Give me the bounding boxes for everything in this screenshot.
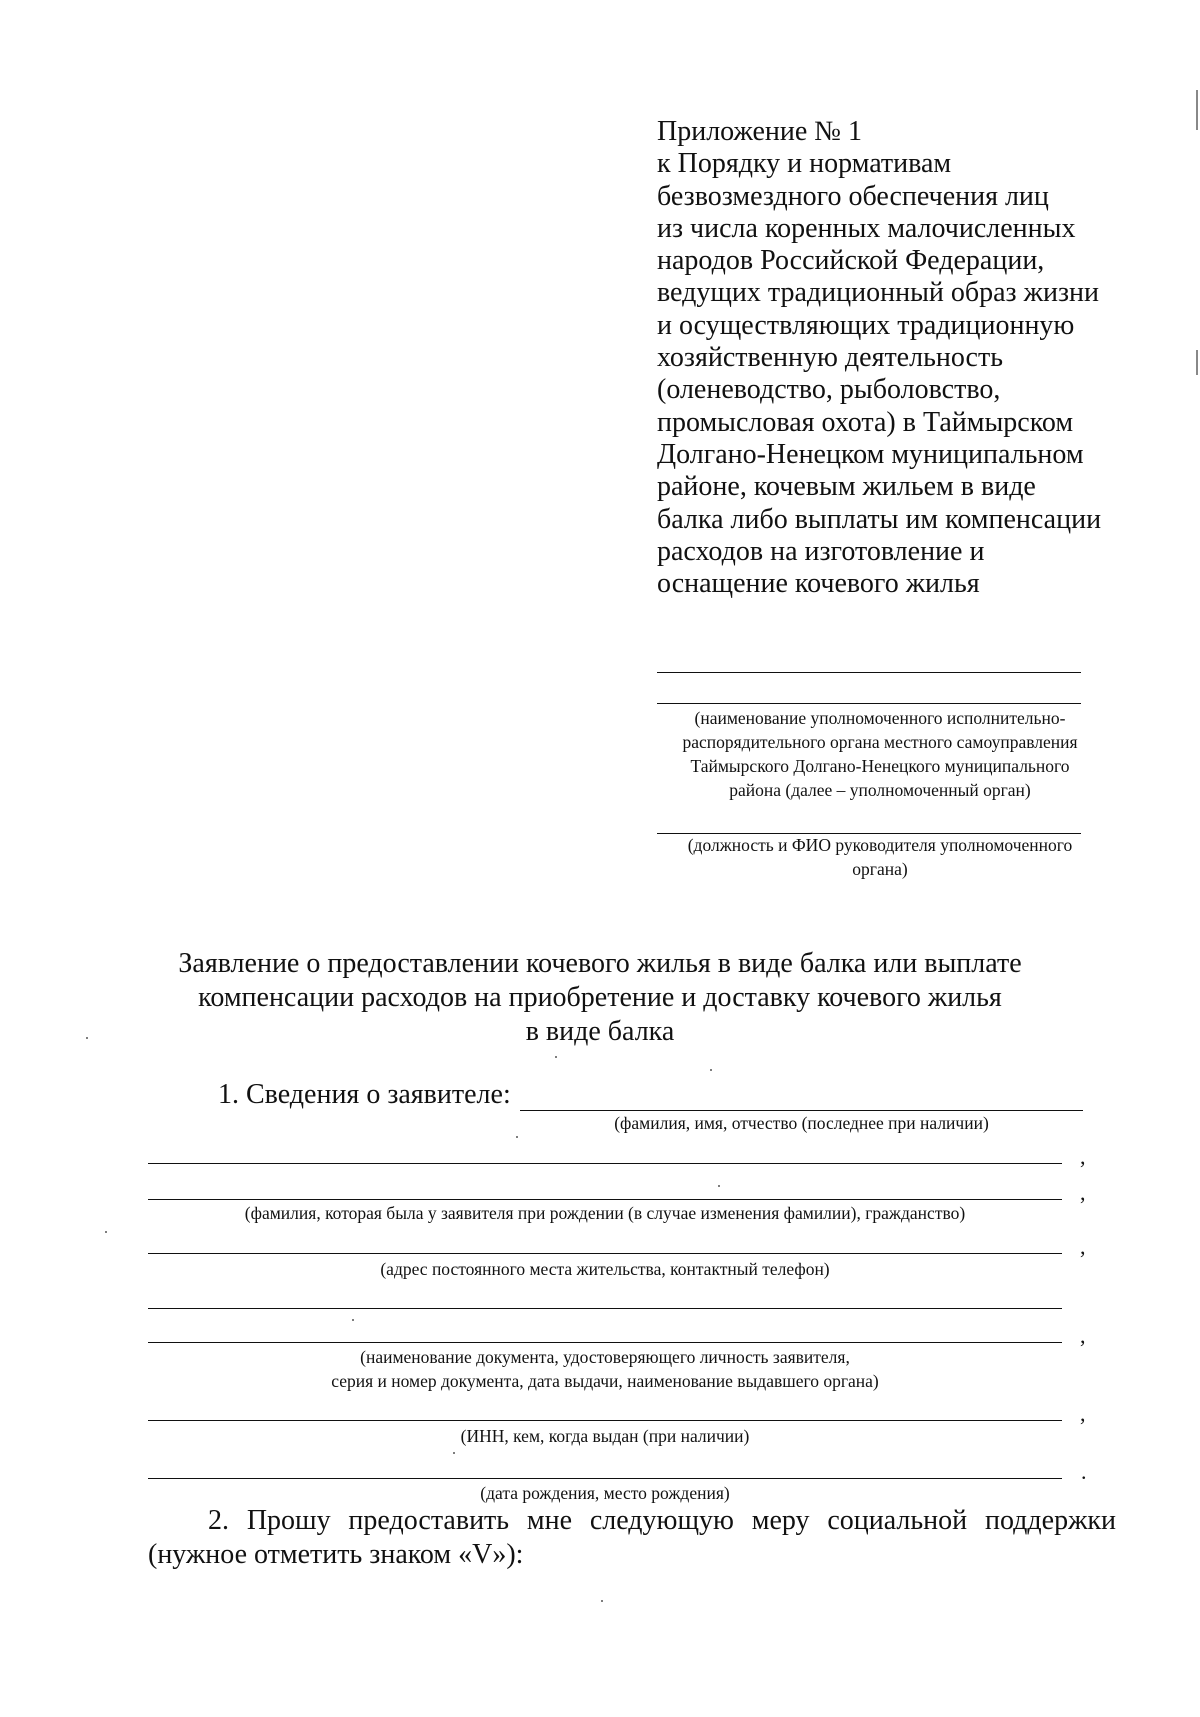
address-caption: (адрес постоянного места жительства, контактный телефон) — [380, 1259, 830, 1279]
scan-speck — [601, 1600, 603, 1602]
inn-caption: (ИНН, кем, когда выдан (при наличии) — [460, 1426, 750, 1446]
line-comma: , — [1080, 1234, 1086, 1259]
scan-speck — [710, 1069, 712, 1071]
line-comma: , — [1080, 1401, 1086, 1426]
appendix-line: промысловая охота) в Таймырском — [657, 406, 1074, 438]
appendix-line: народов Российской Федерации, — [657, 245, 1045, 277]
id-document-field[interactable] — [148, 1342, 1062, 1343]
appendix-line: балка либо выплаты им компенсации — [657, 503, 1102, 535]
appendix-line: оснащение кочевого жилья — [657, 568, 980, 600]
birth-field[interactable] — [148, 1478, 1062, 1479]
appendix-line: безвозмездного обеспечения лиц — [657, 180, 1049, 212]
address-field[interactable] — [148, 1253, 1062, 1254]
scan-speck — [718, 1185, 720, 1187]
birth-surname-field[interactable] — [148, 1199, 1062, 1200]
appendix-line: Приложение № 1 — [657, 116, 862, 147]
head-caption: (должность и ФИО руководителя уполномоченного органа) — [687, 835, 1073, 879]
line-comma: , — [1080, 1180, 1086, 1205]
scan-speck — [453, 1452, 455, 1454]
scan-speck — [105, 1231, 107, 1233]
scan-speck — [516, 1136, 518, 1138]
support-request-line: 2. Прошу предоставить мне следующую меру социальной поддержки — [208, 1505, 1116, 1536]
applicant-info-label: 1. Сведения о заявителе: — [218, 1079, 511, 1110]
line-comma: , — [1080, 1323, 1086, 1348]
line-period: . — [1081, 1459, 1087, 1484]
line-comma: , — [1080, 1144, 1086, 1169]
appendix-line: расходов на изготовление и — [657, 535, 985, 567]
scan-speck — [555, 1056, 557, 1058]
appendix-header — [657, 116, 1127, 600]
organ-line-1[interactable] — [657, 672, 1081, 673]
support-request-note: (нужное отметить знаком «V»): — [148, 1539, 524, 1570]
inn-field[interactable] — [148, 1420, 1062, 1421]
scan-edge-mark — [1196, 90, 1198, 130]
appendix-line: районе, кочевым жильем в виде — [657, 471, 1036, 503]
appendix-line: к Порядку и нормативам — [657, 148, 952, 180]
statement-title: Заявление о предоставлении кочевого жилья в виде балка или выплате компенсации расходов на приобретение и доставку кочевого жилья в виде балка — [178, 948, 1022, 1047]
appendix-line: Долгано-Ненецком муниципальном — [657, 438, 1084, 470]
birth-caption: (дата рождения, место рождения) — [480, 1483, 730, 1503]
scan-speck — [352, 1319, 354, 1321]
scan-speck — [86, 1037, 88, 1039]
appendix-line: ведущих традиционный образ жизни — [657, 277, 1099, 309]
appendix-line: (оленеводство, рыболовство, — [657, 374, 1001, 406]
appendix-line: и осуществляющих традиционную — [657, 309, 1075, 341]
appendix-line: из числа коренных малочисленных — [657, 212, 1076, 244]
scan-edge-mark — [1196, 350, 1198, 375]
organ-caption: (наименование уполномоченного исполнительно- распорядительного органа местного самоуправления Таймырского Долгано-Ненецкого муниципального района (далее – уполномоченный орган) — [682, 708, 1078, 800]
support-request — [148, 1504, 1116, 1572]
id-document-caption: (наименование документа, удостоверяющего личность заявителя, серия и номер документа, дата выдачи, наименование выдавшего органа) — [331, 1347, 879, 1391]
field-line[interactable] — [148, 1308, 1062, 1309]
fio-caption: (фамилия, имя, отчество (последнее при наличии) — [614, 1113, 989, 1133]
field-line[interactable] — [148, 1163, 1062, 1164]
birth-surname-caption: (фамилия, которая была у заявителя при рождении (в случае изменения фамилии), гражданство) — [244, 1203, 966, 1223]
appendix-line: хозяйственную деятельность — [657, 342, 1003, 374]
organ-line-2[interactable] — [657, 703, 1081, 704]
